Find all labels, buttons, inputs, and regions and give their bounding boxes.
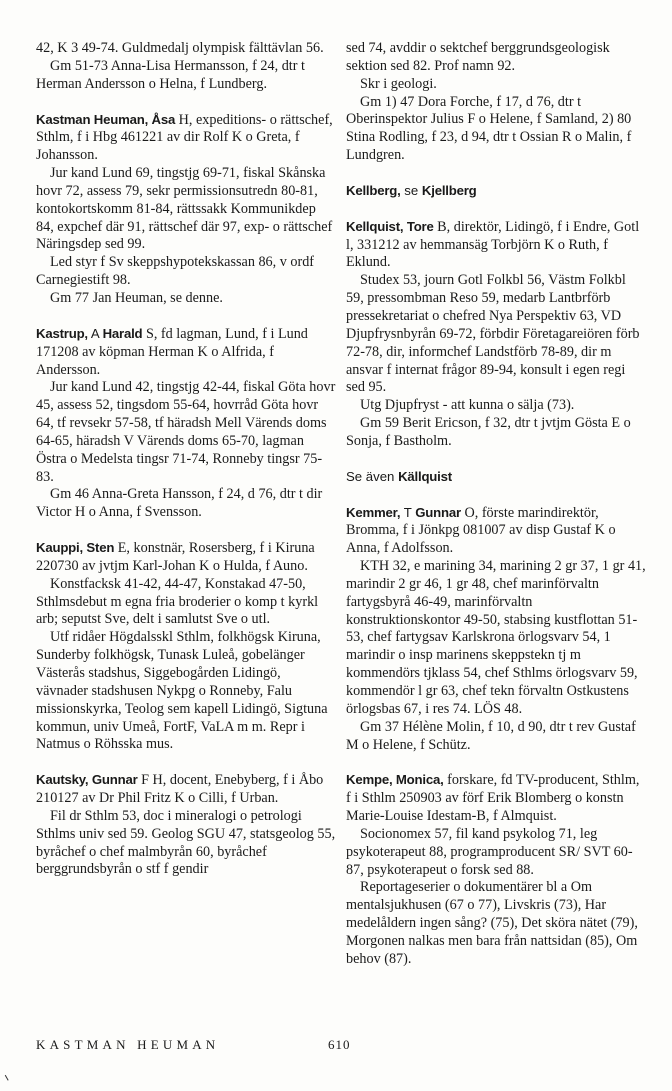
entry-kellquist — [346, 218, 646, 451]
entry-name: Kautsky, Gunnar — [36, 772, 138, 788]
entry-initial: T — [400, 504, 416, 520]
entry-given-name: Gunnar — [415, 504, 461, 520]
entry-text: Jur kand Lund 69, tingstjg 69-71, fiskal Skånska hovr 72, assess 79, sekr permissionsutredn 80-81, kontokortskomm 81-84, rättssakk Kommunikdep 84, expchef där 91, rättschef där 97, exp- o rättschef Näringsdep sed 99. — [36, 165, 333, 253]
entry-name: Kellberg, — [346, 182, 401, 198]
entry-text: Gm 37 Hélène Molin, f 10, d 90, dtr t rev Gustaf M o Helene, f Schütz. — [346, 718, 636, 753]
entry-text: Gm 77 Jan Heuman, se denne. — [50, 289, 223, 306]
entry-name: Kellquist, Tore — [346, 218, 434, 234]
see-label: se — [400, 182, 422, 198]
scan-mark — [5, 1073, 11, 1080]
see-also-label: Se även — [346, 468, 399, 484]
entry-heading — [36, 771, 336, 808]
entry-text: sed 74, avddir o sektchef berggrundsgeologisk sektion sed 82. Prof namn 92. — [346, 40, 610, 74]
entry-heading — [36, 325, 336, 380]
entry-heading — [346, 771, 646, 826]
entry-surname: Kastrup, — [36, 325, 88, 341]
page-number: 610 — [328, 1037, 351, 1052]
right-column — [346, 40, 646, 986]
entry-kemmer — [346, 504, 646, 755]
cross-reference-kallquist — [346, 468, 646, 487]
running-head: KASTMAN HEUMAN — [36, 1037, 220, 1052]
entry-kastman-heuman — [36, 111, 336, 308]
continued-entry-right — [346, 40, 646, 165]
entry-surname: Kemmer, — [346, 504, 401, 520]
entry-heading-text: S, fd lagman, Lund, f i Lund 171208 av köpman Herman K o Alfrida, f Andersson. — [36, 325, 308, 378]
entry-text: Studex 53, journ Gotl Folkbl 56, Västm Folkbl 59, pressombman Reso 59, medarb Lantbrförb pressekretariat o chefred Nya Perspektiv 63, VD Djupfrysnbyrån 69-72, förbdir Företagareiören förb 72-78, dir, informchef Landstförb 78-89, dir m ansvar f internat frågor 89-94, konsult i egen regi sed 95. — [346, 272, 640, 396]
entry-heading-text: E, konstnär, Rosersberg, f i Kiruna 220730 av jvtjm Karl-Johan K o Hulda, f Auno. — [36, 540, 315, 574]
cross-reference-target: Kjellberg — [421, 182, 477, 198]
entry-text: Skr i geologi. — [360, 75, 437, 92]
entry-name: Kempe, Monica, — [346, 772, 444, 788]
entry-text: Gm 59 Berit Ericson, f 32, dtr t jvtjm Gösta E o Sonja, f Bastholm. — [346, 415, 631, 449]
entry-text: Utg Djupfryst - att kunna o sälja (73). — [360, 397, 575, 414]
page-footer — [36, 1037, 646, 1053]
left-column — [36, 40, 336, 896]
continued-entry-left — [36, 40, 336, 94]
entry-text: Gm 1) 47 Dora Forche, f 17, d 76, dtr t Oberinspektor Julius F o Helene, f Samland, 2) 80 Stina Rodling, f 23, d 94, dtr t Ossian R o Malin, f Lundgren. — [346, 93, 632, 164]
entry-heading-text: forskare, fd TV-producent, Sthlm, f i Sthlm 250903 av förf Erik Blomberg o konstn Marie-Louise Idestam-B, f Almquist. — [346, 772, 640, 825]
cross-reference-kellberg — [346, 182, 646, 201]
entry-kauppi — [36, 539, 336, 754]
entry-text: KTH 32, e marining 34, marining 2 gr 37, 1 gr 41, marindir 2 gr 46, 1 gr 48, chef marinförvaltn fartygsbyrå 46-49, marinförvaltn konstruktionskontor 49-50, stabsing kustflottan 51-53, chef fartygsav Karlskrona örlogsvarv 54, 1 marindir o insp marinens skeppstekn tj m kommendörs tjklass 54, chef Sthlms örlogsvarv 59, kommendör l gr 63, chef tekn förvaltn Ostkustens örlogsbas 67, i res 74. LÖS 48. — [346, 558, 646, 717]
entry-text: Gm 51-73 Anna-Lisa Hermansson, f 24, dtr t Herman Andersson o Helna, f Lundberg. — [36, 57, 305, 92]
entry-text: Fil dr Sthlm 53, doc i mineralogi o petrologi Sthlms univ sed 59. Geolog SGU 47, statsgeolog 55, byråchef o chef malmbyrån 60, byråchef berggrundsbyrån o stf f gendir — [36, 807, 336, 878]
entry-kastrup — [36, 325, 336, 522]
entry-text: Utf ridåer Högdalsskl Sthlm, folkhögsk Kiruna, Sunderby folkhögsk, Tunask Luleå, gobelänger Västerås stadshus, Siggebogården Lidingö, vävnader stadshusen Nykpg o Ronneby, Falu missionskyrka, Teolog sem kapell Lidingö, Sigtuna kommun, univ Umeå, FortF, VaLA m m. Repr i Natmus o Röhsska mus. — [36, 629, 328, 753]
entry-heading — [346, 218, 646, 273]
entry-heading-text: H, expeditions- o rättschef, Sthlm, f i Hbg 461221 av dir Rolf K o Greta, f Johansson. — [36, 111, 333, 164]
cross-reference-target: Källquist — [398, 468, 452, 484]
entry-text: Jur kand Lund 42, tingstjg 42-44, fiskal Göta hovr 45, assess 52, tingsdom 55-64, hovrråd Göta hovr 64, tf revsekr 57-58, tf häradsh Mell Värends doms 64-65, häradsh V Värends doms 65-70, lagman Östra o Medelsta tingsr 71-74, Ronneby tingsr 75-83. — [36, 379, 336, 485]
entry-heading-text: O, förste marindirektör, Bromma, f i Jönkpg 081007 av disp Gustaf K o Anna, f Adolfsson. — [346, 504, 616, 557]
entry-kempe — [346, 771, 646, 968]
entry-given-name: Harald — [102, 325, 143, 341]
entry-text: 42, K 3 49-74. Guldmedalj olympisk fälttävlan 56. — [36, 40, 324, 56]
entry-text: Gm 46 Anna-Greta Hansson, f 24, d 76, dtr t dir Victor H o Anna, f Svensson. — [36, 486, 323, 521]
entry-heading — [36, 539, 336, 576]
entry-text: Konstfacksk 41-42, 44-47, Konstakad 47-50, Sthlmsdebut m egna fria broderier o komp t kyrkl arb; seputst Sve, delt i samlutst Sve o utl. — [36, 575, 319, 628]
entry-heading — [36, 111, 336, 166]
entry-initial: A — [87, 325, 103, 341]
entry-text: Reportageserier o dokumentärer bl a Om mentalsjukhusen (67 o 77), Livskris (73), Har medelåldern ingen sång? (75), Det sköra nätet (79), Morgonen nalkas men bara från nattsidan (85), Om behov (87). — [346, 879, 638, 967]
entry-heading-text: F H, docent, Enebyberg, f i Åbo 210127 av Dr Phil Fritz K o Cilli, f Urban. — [36, 772, 324, 807]
entry-kautsky — [36, 771, 336, 879]
entry-heading — [346, 504, 646, 559]
entry-text: Led styr f Sv skeppshypotekskassan 86, v ordf Carnegiestift 98. — [36, 254, 315, 289]
entry-name: Kastman Heuman, Åsa — [36, 111, 176, 127]
entry-name: Kauppi, Sten — [36, 540, 115, 556]
entry-heading-text: B, direktör, Lidingö, f i Endre, Gotl l, 331212 av hemmansäg Torbjörn K o Ruth, f Eklund. — [346, 218, 640, 271]
entry-text: Socionomex 57, fil kand psykolog 71, leg psykoterapeut 88, programproducent SR/ SVT 60-87, psykoterapeut o forsk sed 88. — [346, 825, 633, 878]
